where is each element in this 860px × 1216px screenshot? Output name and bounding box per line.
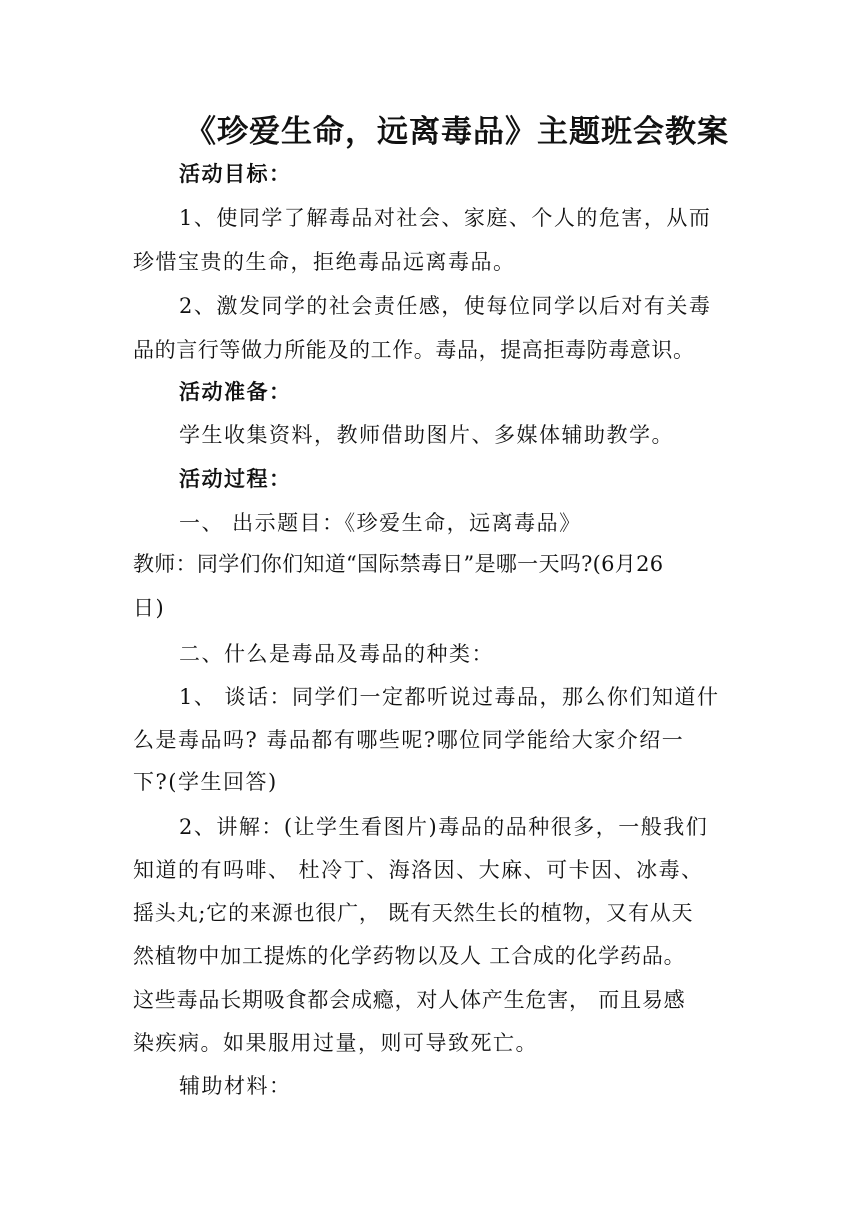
- paragraph-line: 2、激发同学的社会责任感，使每位同学以后对有关毒: [179, 294, 712, 318]
- paragraph-line: 2、讲解：(让学生看图片)毒品的品种很多，一般我们: [179, 815, 709, 839]
- heading-activity-preparation: 活动准备：: [179, 379, 292, 404]
- section-heading-two: 二、什么是毒品及毒品的种类：: [179, 642, 494, 666]
- paragraph-line: 这些毒品长期吸食都会成瘾，对人体产生危害， 而且易感: [133, 988, 686, 1012]
- paragraph-line: 学生收集资料，教师借助图片、多媒体辅助教学。: [179, 423, 674, 447]
- paragraph-line: 下?(学生回答): [133, 770, 278, 794]
- paragraph-line: 日): [133, 596, 166, 620]
- heading-activity-goals: 活动目标：: [179, 161, 292, 186]
- paragraph-line: 然植物中加工提炼的化学药物以及人 工合成的化学药品。: [133, 944, 686, 968]
- paragraph-line: 1、使同学了解毒品对社会、家庭、个人的危害，从而: [179, 206, 712, 230]
- paragraph-line: 辅助材料：: [179, 1074, 292, 1098]
- paragraph-line: 1、 谈话：同学们一定都听说过毒品，那么你们知道什: [179, 685, 720, 709]
- paragraph-line: 珍惜宝贵的生命，拒绝毒品远离毒品。: [133, 250, 516, 274]
- paragraph-line: 摇头丸;它的来源也很广， 既有天然生长的植物，又有从天: [133, 901, 694, 925]
- paragraph-line: 么是毒品吗? 毒品都有哪些呢?哪位同学能给大家介绍一: [133, 728, 685, 752]
- heading-activity-process: 活动过程：: [179, 466, 292, 491]
- section-heading-one: 一、 出示题目：《珍爱生命，远离毒品》: [179, 511, 582, 535]
- document-title: 《珍爱生命，远离毒品》主题班会教案: [185, 114, 729, 150]
- paragraph-line: 教师：同学们你们知道“国际禁毒日”是哪一天吗?(6月26: [133, 552, 664, 576]
- paragraph-line: 品的言行等做力所能及的工作。毒品，提高拒毒防毒意识。: [133, 338, 695, 362]
- paragraph-line: 染疾病。如果服用过量，则可导致死亡。: [133, 1031, 538, 1055]
- paragraph-line: 知道的有吗啡、 杜冷丁、海洛因、大麻、可卡因、冰毒、: [133, 858, 704, 882]
